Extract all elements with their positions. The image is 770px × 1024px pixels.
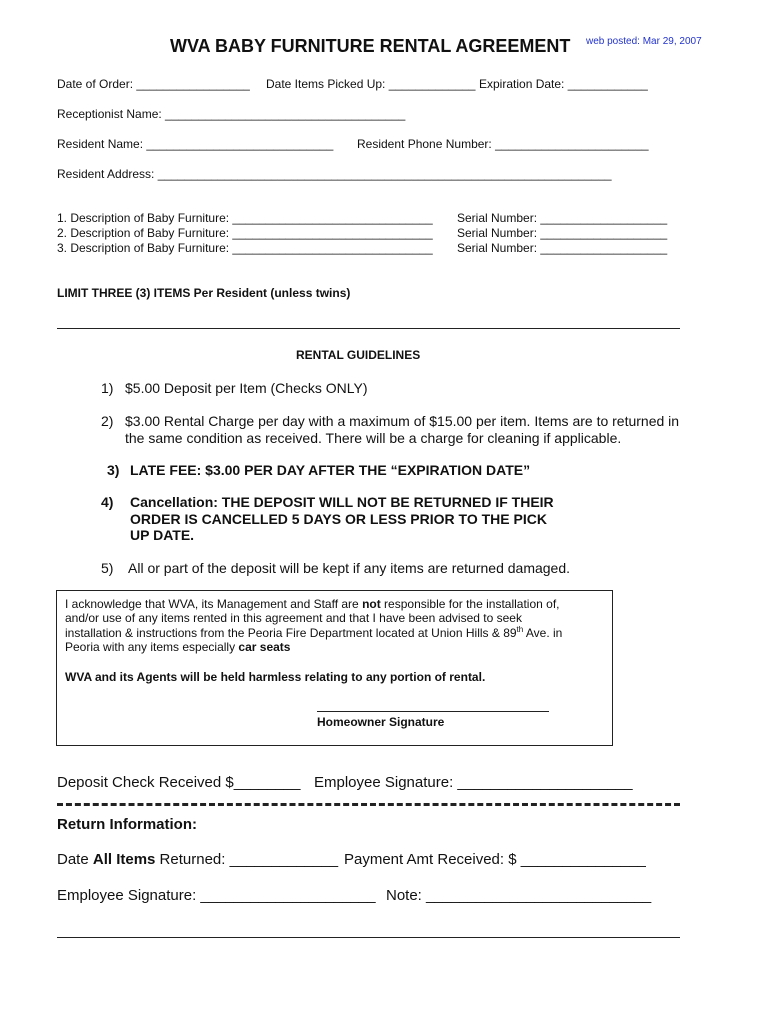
payment-received-field[interactable]: Payment Amt Received: $ _______________ [344,851,646,868]
item-description-2[interactable]: 2. Description of Baby Furniture: ______________________________ [57,226,433,240]
expiration-date-field[interactable]: Expiration Date: ____________ [479,77,648,91]
homeowner-signature-line[interactable] [317,711,549,712]
resident-phone-field[interactable]: Resident Phone Number: _______________________ [357,137,649,151]
item-serial-1[interactable]: Serial Number: ___________________ [457,211,668,225]
receptionist-name-field[interactable]: Receptionist Name: ____________________________________ [57,107,406,121]
deposit-employee-signature-field[interactable]: Employee Signature: _____________________ [314,774,633,791]
guideline-5: All or part of the deposit will be kept if any items are returned damaged. [128,560,571,576]
date-of-order-field[interactable]: Date of Order: _________________ [57,77,250,91]
guideline-4-number: 4) [101,494,114,510]
guideline-1: $5.00 Deposit per Item (Checks ONLY) [125,380,368,396]
return-note-field[interactable]: Note: ___________________________ [386,887,652,904]
guideline-3: LATE FEE: $3.00 PER DAY AFTER THE “EXPIRATION DATE” [130,462,531,478]
item-description-3[interactable]: 3. Description of Baby Furniture: ______________________________ [57,241,433,255]
item-serial-3[interactable]: Serial Number: ___________________ [457,241,668,255]
guideline-2-line-2: the same condition as received. There will be a charge for cleaning if applicable. [125,430,622,446]
return-information-heading: Return Information: [57,816,197,833]
deposit-check-field[interactable]: Deposit Check Received $________ [57,774,301,791]
guideline-4-line-2: ORDER IS CANCELLED 5 DAYS OR LESS PRIOR TO THE PICK [130,511,547,527]
limit-notice: LIMIT THREE (3) ITEMS Per Resident (unless twins) [57,286,351,300]
guideline-4-line-3: UP DATE. [130,527,195,543]
guideline-4-line-1: Cancellation: THE DEPOSIT WILL NOT BE RETURNED IF THEIR [130,494,554,510]
acknowledgement-line-4: Peoria with any items especially car seats [65,640,291,654]
document-title: WVA BABY FURNITURE RENTAL AGREEMENT [170,36,571,56]
guideline-2-number: 2) [101,413,114,429]
acknowledgement-line-1: I acknowledge that WVA, its Management and Staff are not responsible for the installation of, [65,597,560,611]
item-description-1[interactable]: 1. Description of Baby Furniture: ______________________________ [57,211,433,225]
item-serial-2[interactable]: Serial Number: ___________________ [457,226,668,240]
guideline-1-number: 1) [101,380,114,396]
guideline-3-number: 3) [107,462,120,478]
acknowledgement-line-2: and/or use of any items rented in this agreement and that I have been advised to seek [65,611,522,625]
harmless-statement: WVA and its Agents will be held harmless relating to any portion of rental. [65,670,486,684]
date-returned-field[interactable]: Date All Items Returned: _____________ [57,851,339,868]
date-picked-up-field[interactable]: Date Items Picked Up: _____________ [266,77,476,91]
guideline-5-number: 5) [101,560,114,576]
homeowner-signature-label: Homeowner Signature [317,715,445,729]
resident-address-field[interactable]: Resident Address: ____________________________________________________________________ [57,167,612,181]
guideline-2-line-1: $3.00 Rental Charge per day with a maximum of $15.00 per item. Items are to returned in [125,413,680,429]
return-employee-signature-field[interactable]: Employee Signature: _____________________ [57,887,376,904]
guidelines-heading: RENTAL GUIDELINES [296,348,421,362]
resident-name-field[interactable]: Resident Name: ____________________________ [57,137,334,151]
posted-date: web posted: Mar 29, 2007 [586,36,702,47]
bottom-rule [57,937,680,938]
cut-line [57,803,680,806]
acknowledgement-line-3: installation & instructions from the Peoria Fire Department located at Union Hills & 89th Ave. in [65,625,563,640]
divider-line [57,328,680,329]
